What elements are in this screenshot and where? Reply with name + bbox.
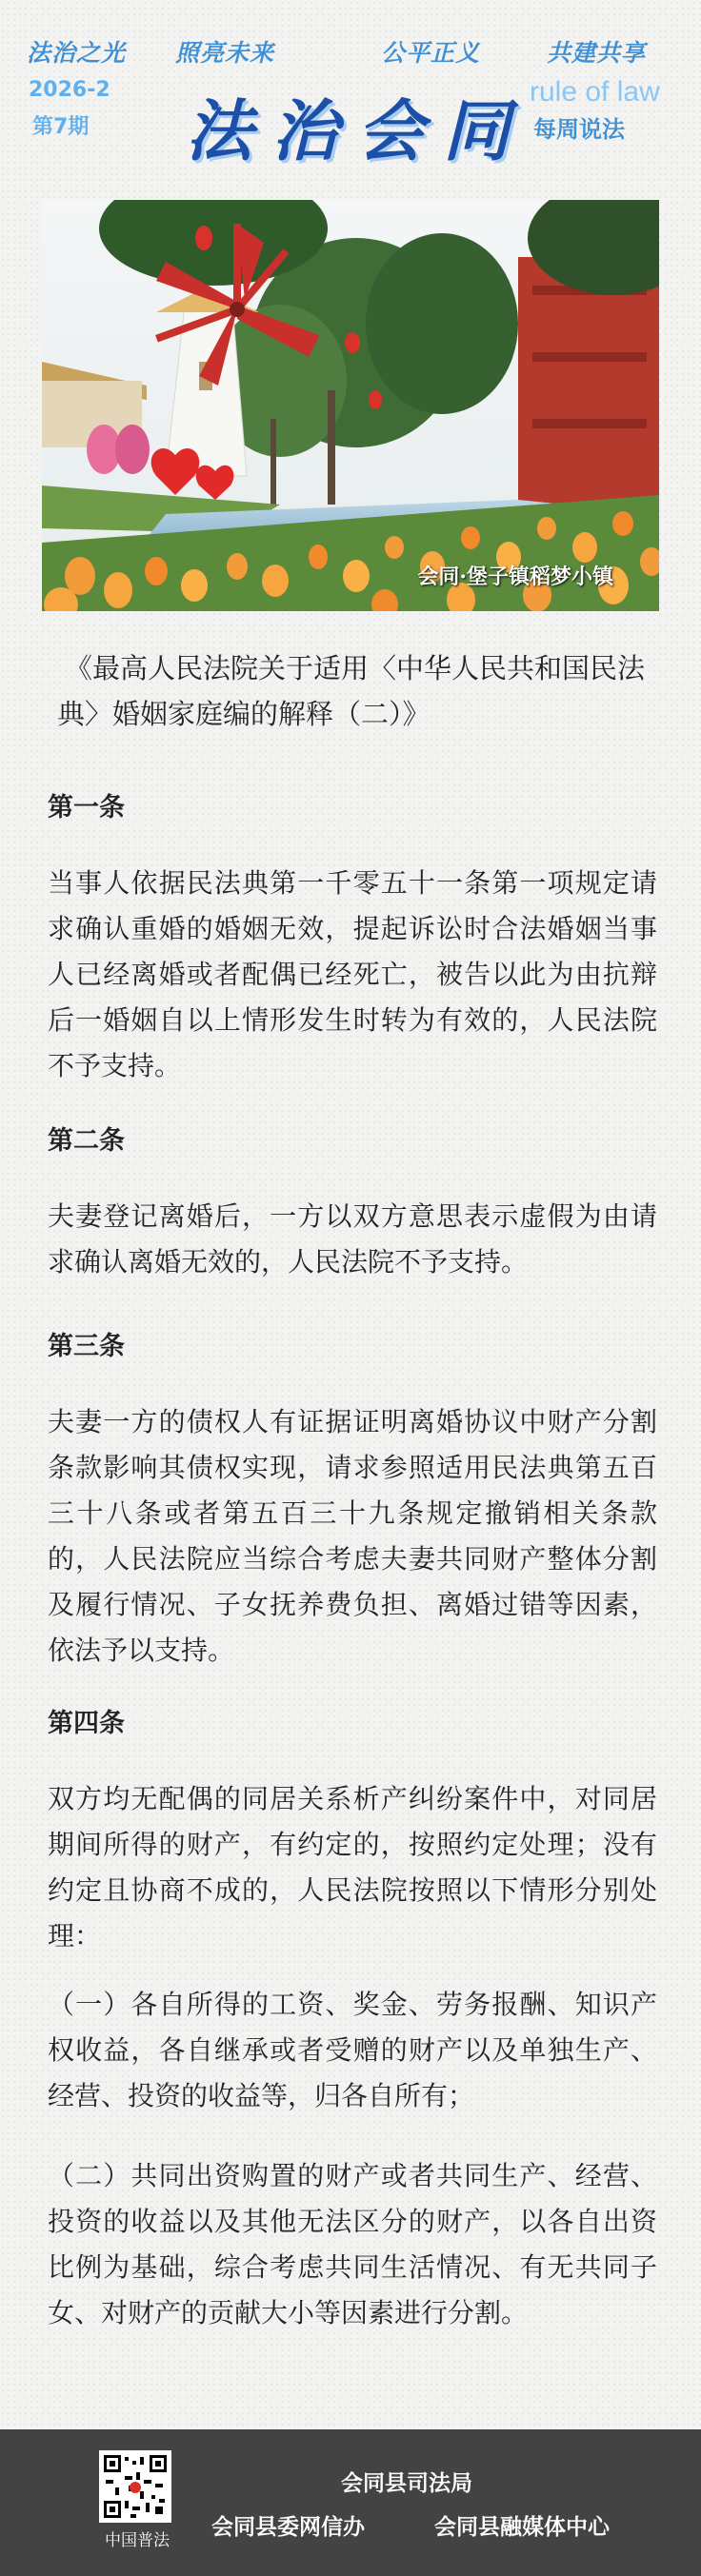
qr-code[interactable] — [99, 2450, 171, 2523]
article-4-paragraph-2: （一）各自所得的工资、奖金、劳务报酬、知识产权收益，各自继承或者受赠的财产以及单独生产、经营、投资的收益等，归各自所有； — [48, 1989, 657, 2111]
org-media-center: 会同县融媒体中心 — [434, 2515, 610, 2540]
article-2-heading: 第二条 — [48, 1126, 125, 1156]
article-4-heading: 第四条 — [48, 1709, 125, 1738]
scenic-photo — [42, 200, 659, 611]
article-4-paragraph-1: 双方均无配偶的同居关系析产纠纷案件中，对同居期间所得的财产，有约定的，按照约定处理；没有约定且协商不成的，人民法院按照以下情形分别处理： — [48, 1783, 657, 1952]
org-cyberspace-office: 会同县委网信办 — [211, 2515, 365, 2540]
header — [0, 0, 701, 181]
article-3-heading: 第三条 — [48, 1332, 125, 1361]
article-4-paragraph-3: （二）共同出资购置的财产或者共同生产、经营、投资的收益以及其他无法区分的财产，以各自出资比例为基础，综合考虑共同生活情况、有无共同子女、对财产的贡献大小等因素进行分割。 — [48, 2160, 657, 2328]
article-2-paragraph: 夫妻登记离婚后，一方以双方意思表示虚假为由请求确认离婚无效的，人民法院不予支持。 — [48, 1200, 657, 1278]
article-1-heading: 第一条 — [48, 793, 125, 822]
slogan-4: 共建共享 — [547, 39, 647, 67]
weekly-column-label: 每周说法 — [533, 116, 625, 143]
masthead-title: 法治会同 — [186, 91, 529, 170]
qr-code-label: 中国普法 — [105, 2531, 170, 2550]
tulip-windmill-illustration — [42, 200, 659, 611]
qr-code-icon — [102, 2453, 169, 2520]
article-3-paragraph: 夫妻一方的债权人有证据证明离婚协议中财产分割条款影响其债权实现，请求参照适用民法典第五百三十八条或者第五百三十九条规定撤销相关条款的，人民法院应当综合考虑夫妻共同财产整体分割及履行情况、子女抚养费负担、离婚过错等因素，依法予以支持。 — [48, 1406, 657, 1666]
rule-of-law-text: rule of law — [530, 76, 660, 108]
footer — [0, 2429, 701, 2576]
issue-date: 2026-2 — [29, 78, 110, 102]
slogan-2: 照亮未来 — [175, 39, 275, 67]
slogan-3: 公平正义 — [381, 39, 481, 67]
document-title: 《最高人民法院关于适用〈中华人民共和国民法典〉婚姻家庭编的解释（二）》 — [57, 652, 646, 730]
issue-number: 第7期 — [32, 115, 90, 139]
org-justice-bureau: 会同县司法局 — [341, 2471, 472, 2496]
slogan-1: 法治之光 — [27, 39, 127, 67]
photo-caption: 会同·堡子镇稻梦小镇 — [417, 565, 613, 589]
article-1-paragraph: 当事人依据民法典第一千零五十一条第一项规定请求确认重婚的婚姻无效，提起诉讼时合法婚姻当事人已经离婚或者配偶已经死亡，被告以此为由抗辩后一婚姻自以上情形发生时转为有效的，人民法院不予支持。 — [48, 867, 657, 1081]
